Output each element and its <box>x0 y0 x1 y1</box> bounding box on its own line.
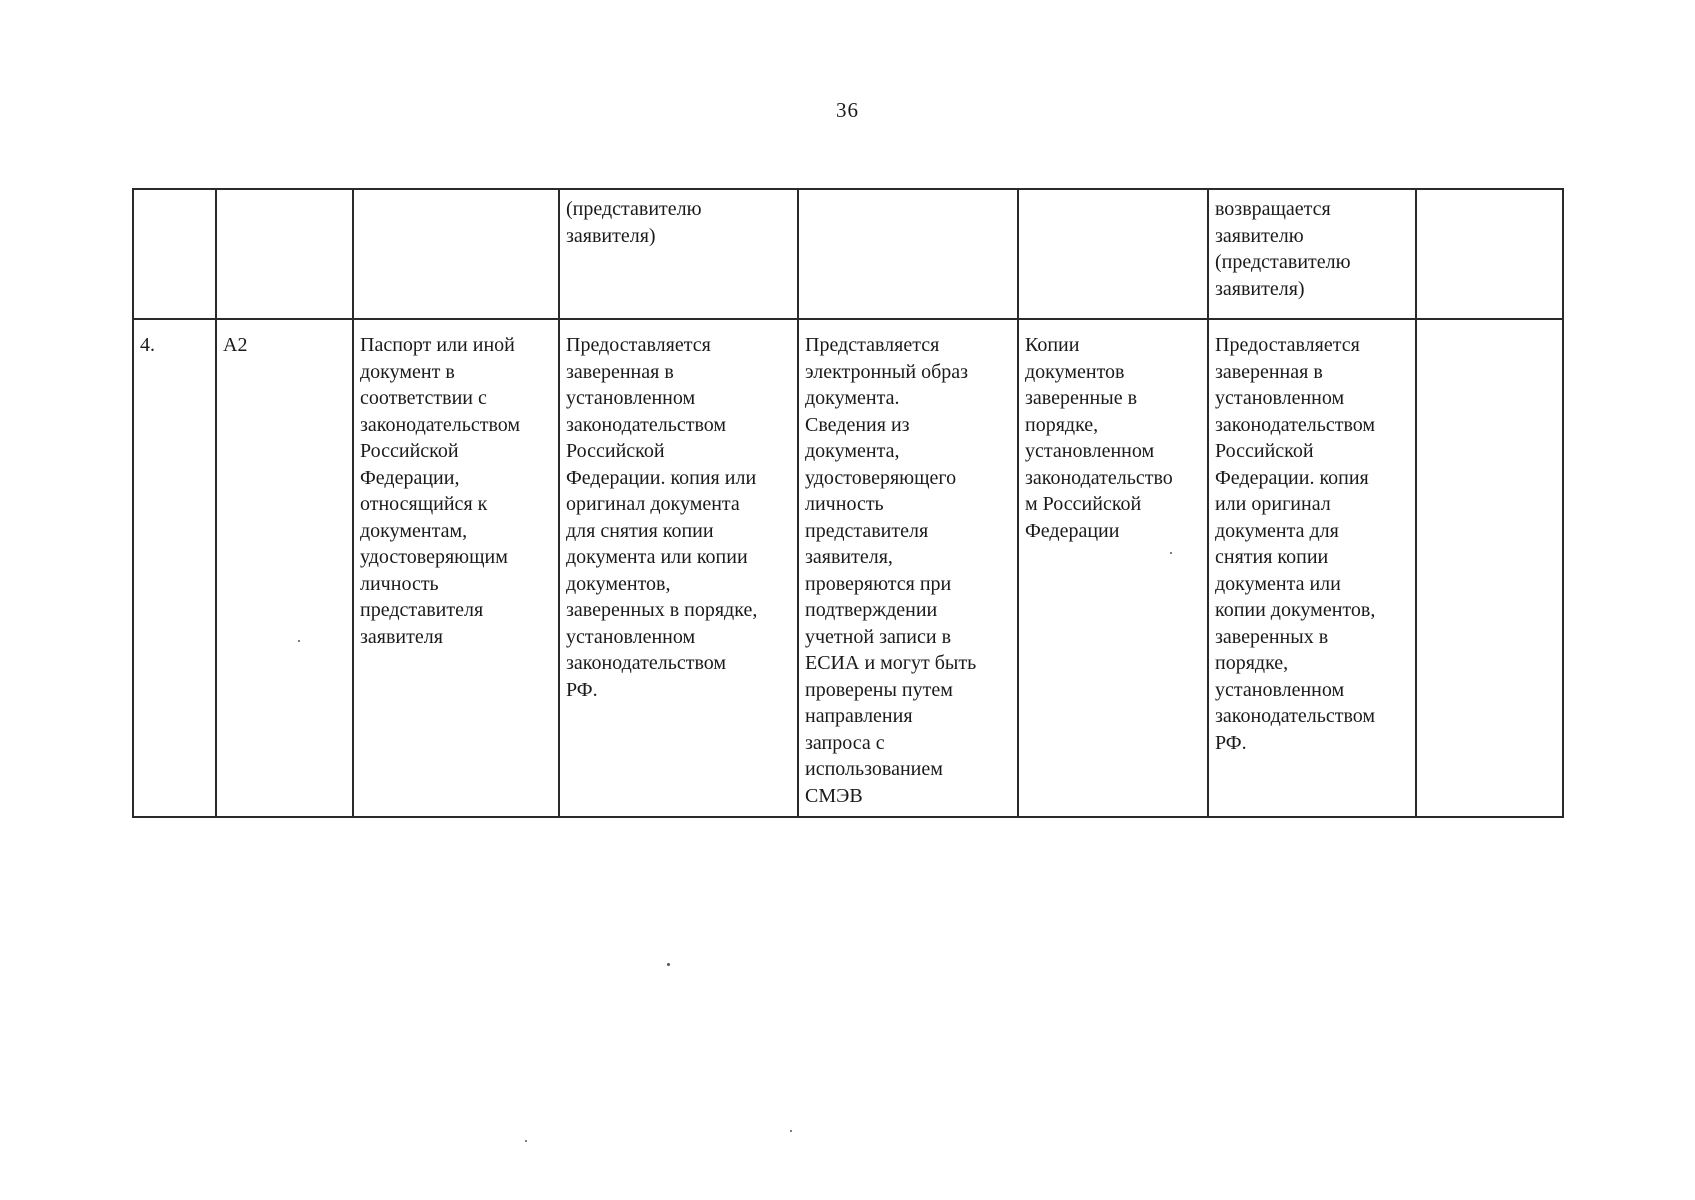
cell-electronic-submission: Представляется электронный образ документа. Сведения из документа, удостоверяющего личность представителя заявителя, проверяются при подтверждении учетной записи в ЕСИА и могут быть проверены путем направления запроса с использованием СМЭВ <box>798 319 1018 817</box>
scan-speck <box>790 1130 792 1132</box>
cell-document <box>353 189 559 319</box>
table-row-continuation <box>133 189 1563 319</box>
cell-document: Паспорт или иной документ в соответствии с законодательством Российской Федерации, относящийся к документам, удостоверяющим личность представителя заявителя <box>353 319 559 817</box>
cell-paper-submission: Предоставляется заверенная в установленном законодательством Российской Федерации. копия или оригинал документа для снятия копии документа или копии документов, заверенных в порядке, установленном законодательством РФ. <box>559 319 798 817</box>
cell-code: А2 <box>216 319 353 817</box>
requirements-table <box>132 188 1564 818</box>
cell-notes <box>1416 319 1563 817</box>
cell-notes <box>1416 189 1563 319</box>
scan-speck <box>667 963 670 966</box>
cell-return: возвращается заявителю (представителю заявителя) <box>1208 189 1416 319</box>
cell-copies <box>1018 189 1208 319</box>
cell-number: 4. <box>133 319 216 817</box>
scan-speck <box>1170 552 1172 554</box>
cell-number <box>133 189 216 319</box>
cell-copies: Копии документов заверенные в порядке, установленном законодательство м Российской Федерации <box>1018 319 1208 817</box>
cell-paper-submission: (представителю заявителя) <box>559 189 798 319</box>
table-row-item-4 <box>133 319 1563 817</box>
cell-code <box>216 189 353 319</box>
scan-speck <box>298 640 300 642</box>
cell-electronic-submission <box>798 189 1018 319</box>
cell-return: Предоставляется заверенная в установленном законодательством Российской Федерации. копия или оригинал документа для снятия копии документа или копии документов, заверенных в порядке, установленном законодательством РФ. <box>1208 319 1416 817</box>
scan-speck <box>525 1140 527 1142</box>
page-number: 36 <box>836 98 859 122</box>
